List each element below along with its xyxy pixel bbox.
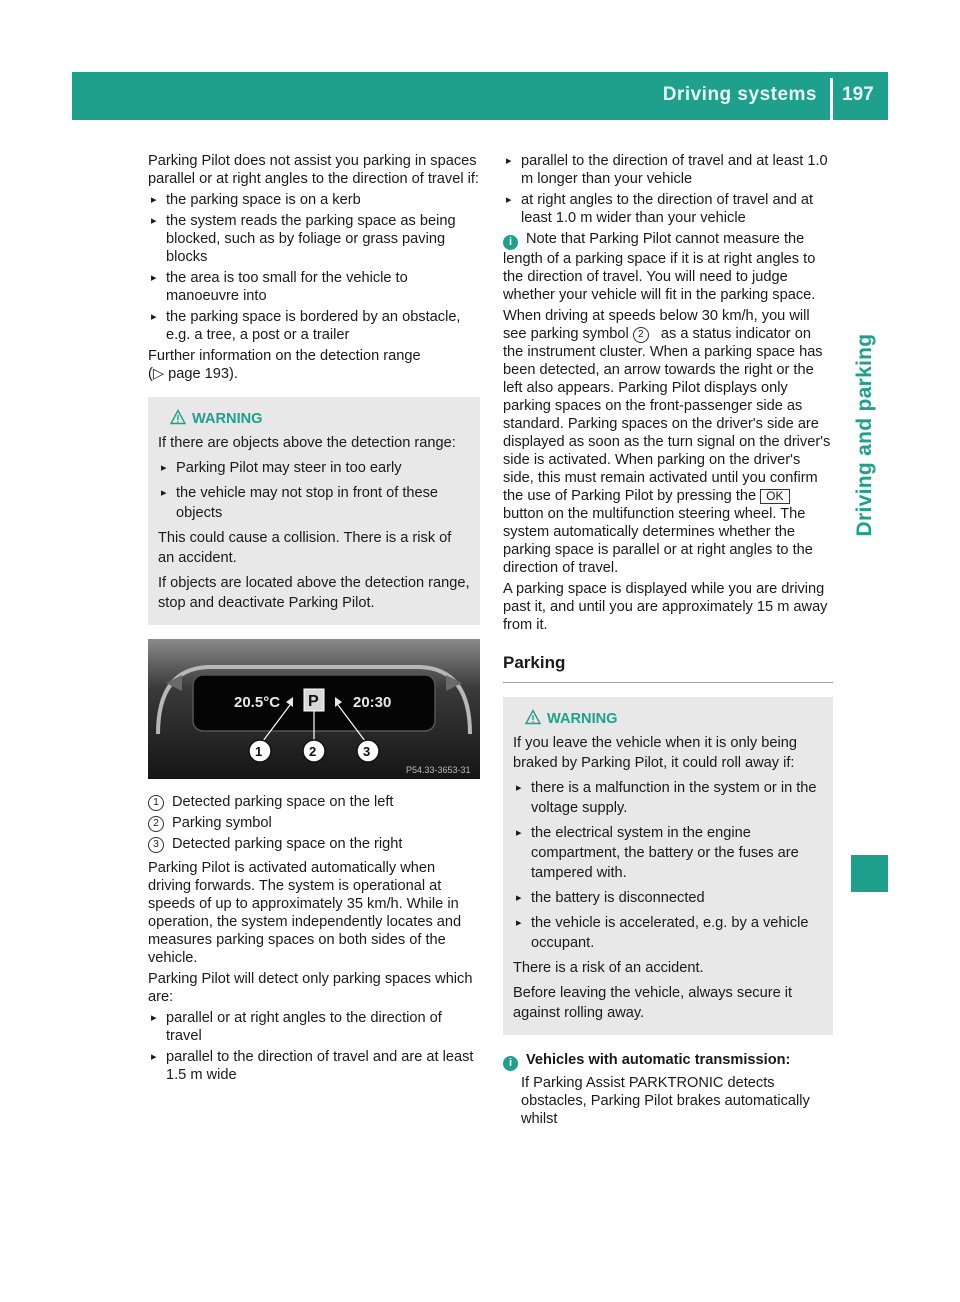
temperature-readout: 20.5°C: [234, 694, 281, 711]
detect-lead: Parking Pilot will detect only parking spaces which are:: [148, 971, 473, 1005]
right-column: [503, 152, 833, 1131]
header-divider: [830, 78, 833, 120]
list-item: ▸ the vehicle may not stop in front of these objects: [158, 483, 470, 523]
further-info: Further information on the detection range (▷ page 193).: [148, 348, 421, 382]
info-heading: i Vehicles with automatic transmission:: [503, 1051, 833, 1071]
list-item: ▸ parallel to the direction of travel and at least 1.0 m longer than your vehicle: [503, 152, 833, 188]
time-readout: 20:30: [353, 694, 392, 711]
ok-key: OK: [760, 489, 789, 504]
callout-3: 3: [363, 744, 371, 759]
list-item: ▸ the area is too small for the vehicle to manoeuvre into: [148, 269, 480, 305]
info-icon: i: [503, 1056, 518, 1071]
warning-lead: If you leave the vehicle when it is only being braked by Parking Pilot, it could roll away if:: [513, 735, 797, 771]
left-column: [148, 152, 480, 1087]
side-tab: [843, 285, 888, 585]
warning-text: This could cause a collision. There is a risk of an accident.: [158, 530, 452, 566]
activation-text: Parking Pilot is activated automatically when driving forwards. The system is operational at speeds of up to approximately 35 km/h. While in operation, the system independently locates and measures parking spaces on both sides of the vehicle.: [148, 860, 462, 966]
section-title: Driving systems: [662, 84, 817, 105]
page-ref-arrow: (▷: [148, 366, 165, 382]
page-number: 197: [842, 84, 874, 105]
list-item: ▸ the electrical system in the engine compartment, the battery or the fuses are tampered with.: [513, 823, 823, 883]
speeds-text: When driving at speeds below 30 km/h, you will see parking symbol 2 as a status indicator on the instrument cluster. When a parking space has been detected, an arrow towards the right or the left also appears. Parking Pilot displays only parking spaces on the front-passenger side as standard. Parking spaces on the driver's side are displayed as soon as the turn signal on the driver's side is activated. When parking on the driver's side, this must remain activated until you confirm the use of Parking Pilot by pressing the OK button on the multifunction steering wheel. The system automatically determines whether the parking space is parallel or at right angles to the direction of travel.: [503, 308, 831, 576]
warning-list: [513, 778, 823, 953]
instrument-cluster-figure: [148, 639, 480, 779]
side-tab-marker: [851, 855, 888, 892]
list-item: ▸ Parking Pilot may steer in too early: [158, 458, 470, 478]
list-item: ▸ the parking space is bordered by an obstacle, e.g. a tree, a post or a trailer: [148, 308, 480, 344]
list-item: ▸ parallel to the direction of travel and are at least 1.5 m wide: [148, 1048, 480, 1084]
caption-item: 3 Detected parking space on the right: [148, 835, 480, 853]
chapter-label: Driving and parking: [853, 333, 876, 537]
header-bar: [72, 72, 888, 120]
warning-list: [158, 458, 470, 523]
figure-code: P54.33-3653-31: [406, 765, 471, 775]
callout-2-ref: 2: [633, 327, 649, 343]
warning-text: Before leaving the vehicle, always secure it against rolling away.: [513, 985, 793, 1021]
intro-text: Parking Pilot does not assist you parking in spaces parallel or at right angles to the direction of travel if:: [148, 153, 479, 187]
display-info: A parking space is displayed while you are driving past it, and until you are approximately 15 m away from it.: [503, 581, 828, 633]
detect-list-continued: [503, 152, 833, 227]
warning-text: If objects are located above the detection range, stop and deactivate Parking Pilot.: [158, 575, 470, 611]
caption-item: 2 Parking symbol: [148, 814, 480, 832]
list-item: ▸ there is a malfunction in the system or in the voltage supply.: [513, 778, 823, 818]
detect-list: [148, 1009, 480, 1084]
note: i Note that Parking Pilot cannot measure the length of a parking space if it is at right angles to the direction of travel. You will need to judge whether your vehicle will fit in the parking space.: [503, 231, 816, 303]
warning-lead: If there are objects above the detection range:: [158, 435, 456, 451]
list-item: ▸ the parking space is on a kerb: [148, 191, 480, 209]
cluster-illustration: [148, 639, 480, 779]
callout-1: 1: [255, 744, 263, 759]
warning-triangle-icon: [525, 709, 541, 725]
section-heading: Parking: [503, 654, 833, 683]
warning-text: There is a risk of an accident.: [513, 960, 704, 976]
warning-triangle-icon: [170, 409, 186, 425]
callout-2: 2: [309, 744, 317, 759]
list-item: ▸ parallel or at right angles to the direction of travel: [148, 1009, 480, 1045]
intro-list: [148, 191, 480, 344]
list-item: ▸ the system reads the parking space as being blocked, such as by foliage or grass paving blocks: [148, 212, 480, 266]
list-item: ▸ at right angles to the direction of travel and at least 1.0 m wider than your vehicle: [503, 191, 833, 227]
warning-heading: WARNING: [513, 709, 823, 729]
page-reference-link[interactable]: page 193).: [168, 366, 238, 382]
info-text: If Parking Assist PARKTRONIC detects obstacles, Parking Pilot brakes automatically whilst: [521, 1075, 810, 1127]
caption-item: 1 Detected parking space on the left: [148, 793, 480, 811]
list-item: ▸ the battery is disconnected: [513, 888, 823, 908]
list-item: ▸ the vehicle is accelerated, e.g. by a vehicle occupant.: [513, 913, 823, 953]
parking-symbol-icon: P: [308, 693, 319, 710]
warning-box: [503, 697, 833, 1035]
warning-box: [148, 397, 480, 625]
info-icon: i: [503, 235, 518, 250]
warning-heading: WARNING: [158, 409, 470, 429]
